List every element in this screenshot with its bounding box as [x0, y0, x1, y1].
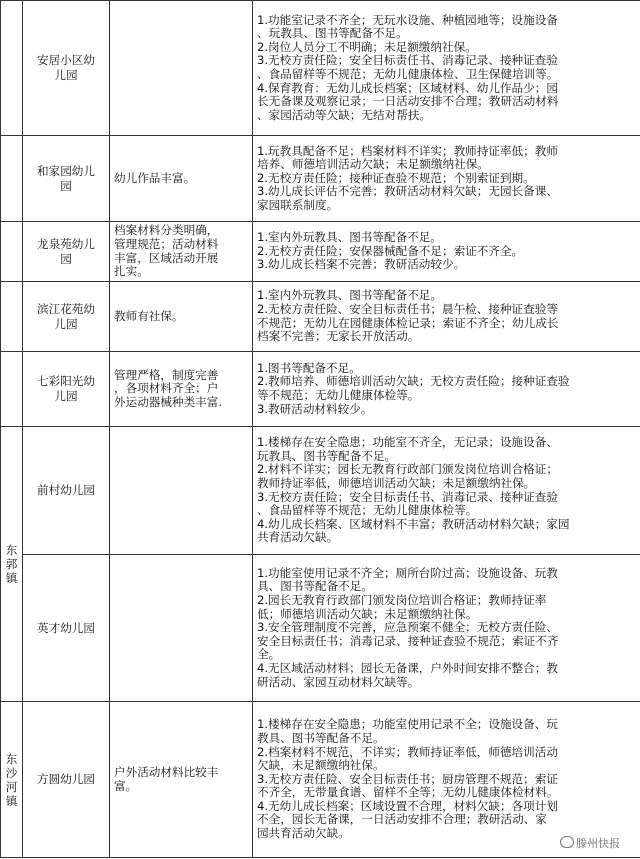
town-cell-dongguo: 东 郭 镇 [1, 427, 23, 702]
wechat-icon [560, 836, 574, 848]
table-row [1, 1, 640, 136]
town-cell-blank [1, 352, 23, 427]
town-cell-blank [1, 1, 23, 136]
town-cell-blank [1, 136, 23, 222]
kindergarten-name: 龙泉苑幼儿 园 [23, 222, 110, 282]
kindergarten-name: 安居小区幼 儿园 [23, 1, 110, 136]
table-row [1, 702, 640, 858]
problems-cell: 1.功能室记录不齐全；无玩水设施、种植园地等；设施设备 、玩教具、图书等配备不足。 2.岗位人员分工不明确；未足额缴纳社保。 3.无校方责任险；安全目标责任书、消毒记录、接种证查验 、食品留样等不规范；无幼儿健康体检、卫生保健培训等。 4.保育教育：无幼儿成长档案；区域材料、幼儿作品少；园 长无备课及观察记录；一日活动安排不合理；教研活动材料 、家园活动等欠缺；无结对帮扶。 [253, 1, 640, 136]
kindergarten-name: 滨江花苑幼 儿园 [23, 282, 110, 352]
advantages-cell: 户外活动材料比较丰 富。 [110, 702, 253, 858]
town-cell-blank [1, 282, 23, 352]
kindergarten-name: 英才幼儿园 [23, 555, 110, 702]
problems-cell: 1.功能室使用记录不齐全；厕所台阶过高；设施设备、玩教 具、图书等配备不足。 2.园长无教育行政部门颁发岗位培训合格证；教师持证率 低；师德培训活动欠缺；未足额缴纳社保。 3.安全管理制度不完善，应急预案不健全；无校方责任险、 安全目标责任书；消毒记录、接种证查验不规范；索证不齐 全。 4.无区域活动材料；园长无备课，户外时间安排不整合；教 研活动、家园互动材料欠缺等。 [253, 555, 640, 702]
advantages-cell [110, 1, 253, 136]
kindergarten-name: 前村幼儿园 [23, 427, 110, 555]
problems-cell: 1.楼梯存在安全隐患；功能室使用记录不全；设施设备、玩 教具、图书等配备不足。 2.档案材料不规范，不详实；教师持证率低，师德培训活动 欠缺，未足额缴纳社保。 3.无校方责任险、安全目标责任书；厨房管理不规范；索证 不齐全，无带量食谱、留样不全等；无幼儿健康体检材料。 4.无幼儿成长档案；区域设置不合理，材料欠缺；各项计划 不全，园长无备课，一日活动安排不合理；教研活动、家 园共育活动欠缺。 [253, 702, 640, 858]
kindergarten-name: 方圆幼儿园 [23, 702, 110, 858]
table-row [1, 555, 640, 702]
watermark [560, 835, 620, 851]
town-cell-blank [1, 222, 23, 282]
table-row [1, 352, 640, 427]
table-row [1, 136, 640, 222]
kindergarten-name: 和家园幼儿 园 [23, 136, 110, 222]
advantages-cell: 档案材料分类明确， 管理规范；活动材料 丰富，区域活动开展 扎实。 [110, 222, 253, 282]
problems-cell: 1.楼梯存在安全隐患；功能室不齐全，无记录；设施设备、 玩教具、图书等配备不足。 2.材料不详实；园长无教育行政部门颁发岗位培训合格证； 教师持证率低，师德培训活动欠缺；未足额缴纳社保。 3.无校方责任险；安全目标责任书、消毒记录、接种证查验 、食品留样等不规范；无幼儿健康体检等。 4.幼儿成长档案、区域材料不丰富；教研活动材料欠缺；家园 共育活动欠缺。 [253, 427, 640, 555]
table-row [1, 282, 640, 352]
problems-cell: 1.图书等配备不足。 2.教师培养、师德培训活动欠缺；无校方责任险；接种证查验 等不规范；无幼儿健康体检等。 3.教研活动材料较少。 [253, 352, 640, 427]
town-cell-dongshahe: 东 沙 河 镇 [1, 702, 23, 858]
problems-cell: 1.室内外玩教具、图书等配备不足。 2.无校方责任险、安全目标责任书；晨午检、接种证查验等 不规范；无幼儿在园健康体检记录；索证不齐全；幼儿成长 档案不完善；无家长开放活动。 [253, 282, 640, 352]
problems-cell: 1.玩教具配备不足；档案材料不详实；教师持证率低；教师 培养、师德培训活动欠缺；未足额缴纳社保。 2.无校方责任险；接种证查验不规范；个别索证到期。 3.幼儿成长评估不完善；教研活动材料欠缺；无园长备课、 家园联系制度。 [253, 136, 640, 222]
advantages-cell: 幼儿作品丰富。 [110, 136, 253, 222]
table-row [1, 427, 640, 555]
table-row [1, 222, 640, 282]
advantages-cell: 教师有社保。 [110, 282, 253, 352]
advantages-cell: 管理严格，制度完善 ，各项材料齐全；户 外运动器械种类丰富. [110, 352, 253, 427]
watermark-text: 滕州快报 [576, 837, 620, 850]
problems-cell: 1.室内外玩教具、图书等配备不足。 2.无校方责任险；安保器械配备不足；索证不齐全。 3.幼儿成长档案不完善；教研活动较少。 [253, 222, 640, 282]
advantages-cell [110, 555, 253, 702]
advantages-cell [110, 427, 253, 555]
kindergarten-name: 七彩阳光幼 儿园 [23, 352, 110, 427]
